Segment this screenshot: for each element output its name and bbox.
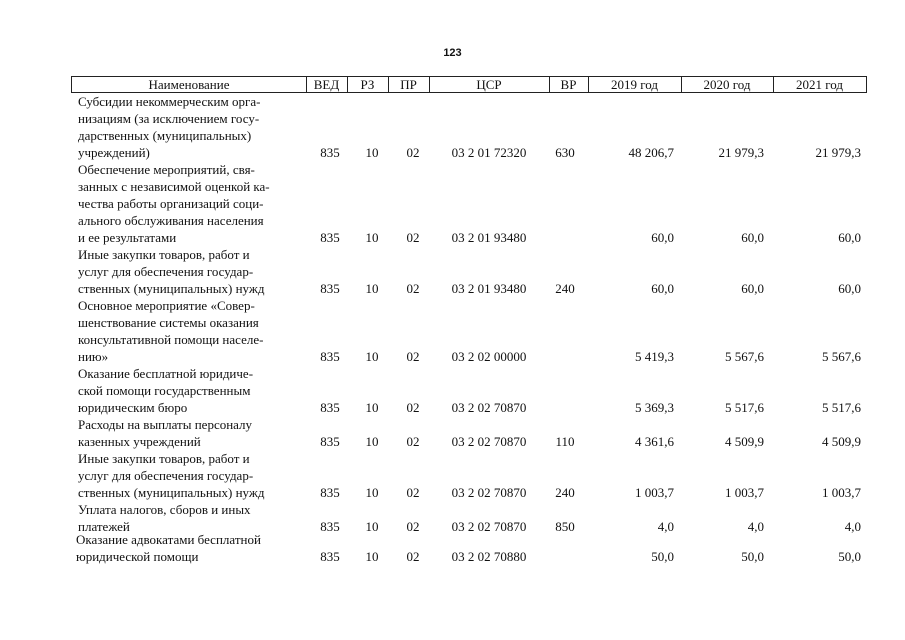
- row-name: Уплата налогов, сборов и иных платежей: [78, 502, 251, 534]
- cell-2019: 48 206,7: [628, 145, 674, 160]
- cell-pr: 02: [406, 349, 420, 364]
- cell-csr: 03 2 02 70870: [451, 434, 527, 449]
- cell-rz: 10: [365, 230, 379, 245]
- cell-csr: 03 2 01 72320: [451, 145, 527, 160]
- col-header-rz: РЗ: [347, 77, 389, 92]
- cell-rz: 10: [365, 434, 379, 449]
- cell-csr: 03 2 02 70870: [451, 400, 527, 415]
- cell-rz: 10: [365, 281, 379, 296]
- cell-2019: 4,0: [657, 519, 674, 534]
- row-name: Оказание адвокатами бесплатной юридической помощи: [76, 532, 261, 564]
- row-name: Оказание бесплатной юридиче- ской помощи государственным юридическим бюро: [78, 366, 254, 415]
- col-header-vr: ВР: [549, 77, 589, 92]
- cell-pr: 02: [406, 145, 420, 160]
- cell-rz: 10: [365, 549, 379, 564]
- row-name: Иные закупки товаров, работ и услуг для обеспечения государ- ственных (муниципальных) нужд: [78, 451, 265, 500]
- col-header-name: Наименование: [72, 77, 307, 92]
- cell-2021: 21 979,3: [815, 145, 861, 160]
- cell-2020: 21 979,3: [718, 145, 764, 160]
- cell-vr: 630: [555, 145, 575, 160]
- cell-rz: 10: [365, 519, 379, 534]
- col-header-2020: 2020 год: [681, 77, 774, 92]
- col-header-2021: 2021 год: [796, 77, 843, 92]
- cell-2020: 60,0: [741, 230, 764, 245]
- cell-csr: 03 2 02 70870: [451, 485, 527, 500]
- cell-2019: 50,0: [651, 549, 674, 564]
- cell-ved: 835: [320, 230, 340, 245]
- col-header-csr: ЦСР: [429, 77, 550, 92]
- cell-ved: 835: [320, 485, 340, 500]
- cell-2021: 50,0: [838, 549, 861, 564]
- cell-2019: 1 003,7: [635, 485, 674, 500]
- row-name: Расходы на выплаты персоналу казенных учреждений: [78, 417, 253, 449]
- cell-2020: 50,0: [741, 549, 764, 564]
- cell-2020: 60,0: [741, 281, 764, 296]
- table-header: [71, 76, 867, 93]
- cell-2021: 60,0: [838, 230, 861, 245]
- cell-ved: 835: [320, 434, 340, 449]
- cell-ved: 835: [320, 519, 340, 534]
- cell-2019: 4 361,6: [635, 434, 674, 449]
- cell-2019: 60,0: [651, 281, 674, 296]
- col-header-ved: ВЕД: [306, 77, 348, 92]
- cell-vr: 240: [555, 485, 575, 500]
- cell-2021: 4,0: [844, 519, 861, 534]
- cell-csr: 03 2 02 00000: [451, 349, 527, 364]
- cell-vr: 240: [555, 281, 575, 296]
- cell-pr: 02: [406, 519, 420, 534]
- row-name: Иные закупки товаров, работ и услуг для обеспечения государ- ственных (муниципальных) нужд: [78, 247, 265, 296]
- cell-pr: 02: [406, 434, 420, 449]
- cell-csr: 03 2 01 93480: [451, 230, 527, 245]
- cell-2020: 1 003,7: [725, 485, 764, 500]
- cell-ved: 835: [320, 400, 340, 415]
- cell-vr: 110: [555, 434, 575, 449]
- cell-2020: 5 517,6: [725, 400, 764, 415]
- cell-pr: 02: [406, 230, 420, 245]
- cell-ved: 835: [320, 349, 340, 364]
- cell-ved: 835: [320, 145, 340, 160]
- cell-2019: 5 419,3: [635, 349, 674, 364]
- cell-2021: 5 567,6: [822, 349, 861, 364]
- cell-pr: 02: [406, 400, 420, 415]
- cell-pr: 02: [406, 281, 420, 296]
- cell-csr: 03 2 01 93480: [451, 281, 527, 296]
- row-name: Субсидии некоммерческим орга- низациям (за исключением госу- дарственных (муниципальных) учреждений): [78, 94, 261, 160]
- cell-csr: 03 2 02 70880: [451, 549, 527, 564]
- cell-ved: 835: [320, 281, 340, 296]
- row-name: Основное мероприятие «Совер- шенствование системы оказания консультативной помощи населе- нию»: [78, 298, 264, 364]
- cell-2021: 5 517,6: [822, 400, 861, 415]
- col-header-pr: ПР: [388, 77, 430, 92]
- row-name: Обеспечение мероприятий, свя- занных с независимой оценкой ка- чества работы организаций соци- ального обслуживания населения и ее результатами: [78, 162, 270, 245]
- cell-2020: 5 567,6: [725, 349, 764, 364]
- cell-rz: 10: [365, 400, 379, 415]
- page-number: 123: [443, 47, 462, 59]
- cell-vr: 850: [555, 519, 575, 534]
- cell-2021: 1 003,7: [822, 485, 861, 500]
- cell-rz: 10: [365, 145, 379, 160]
- cell-rz: 10: [365, 485, 379, 500]
- cell-2021: 4 509,9: [822, 434, 861, 449]
- cell-rz: 10: [365, 349, 379, 364]
- cell-pr: 02: [406, 549, 420, 564]
- cell-pr: 02: [406, 485, 420, 500]
- cell-ved: 835: [320, 549, 340, 564]
- cell-csr: 03 2 02 70870: [451, 519, 527, 534]
- col-header-2019: 2019 год: [588, 77, 682, 92]
- cell-2020: 4,0: [747, 519, 764, 534]
- cell-2020: 4 509,9: [725, 434, 764, 449]
- cell-2019: 5 369,3: [635, 400, 674, 415]
- cell-2019: 60,0: [651, 230, 674, 245]
- cell-2021: 60,0: [838, 281, 861, 296]
